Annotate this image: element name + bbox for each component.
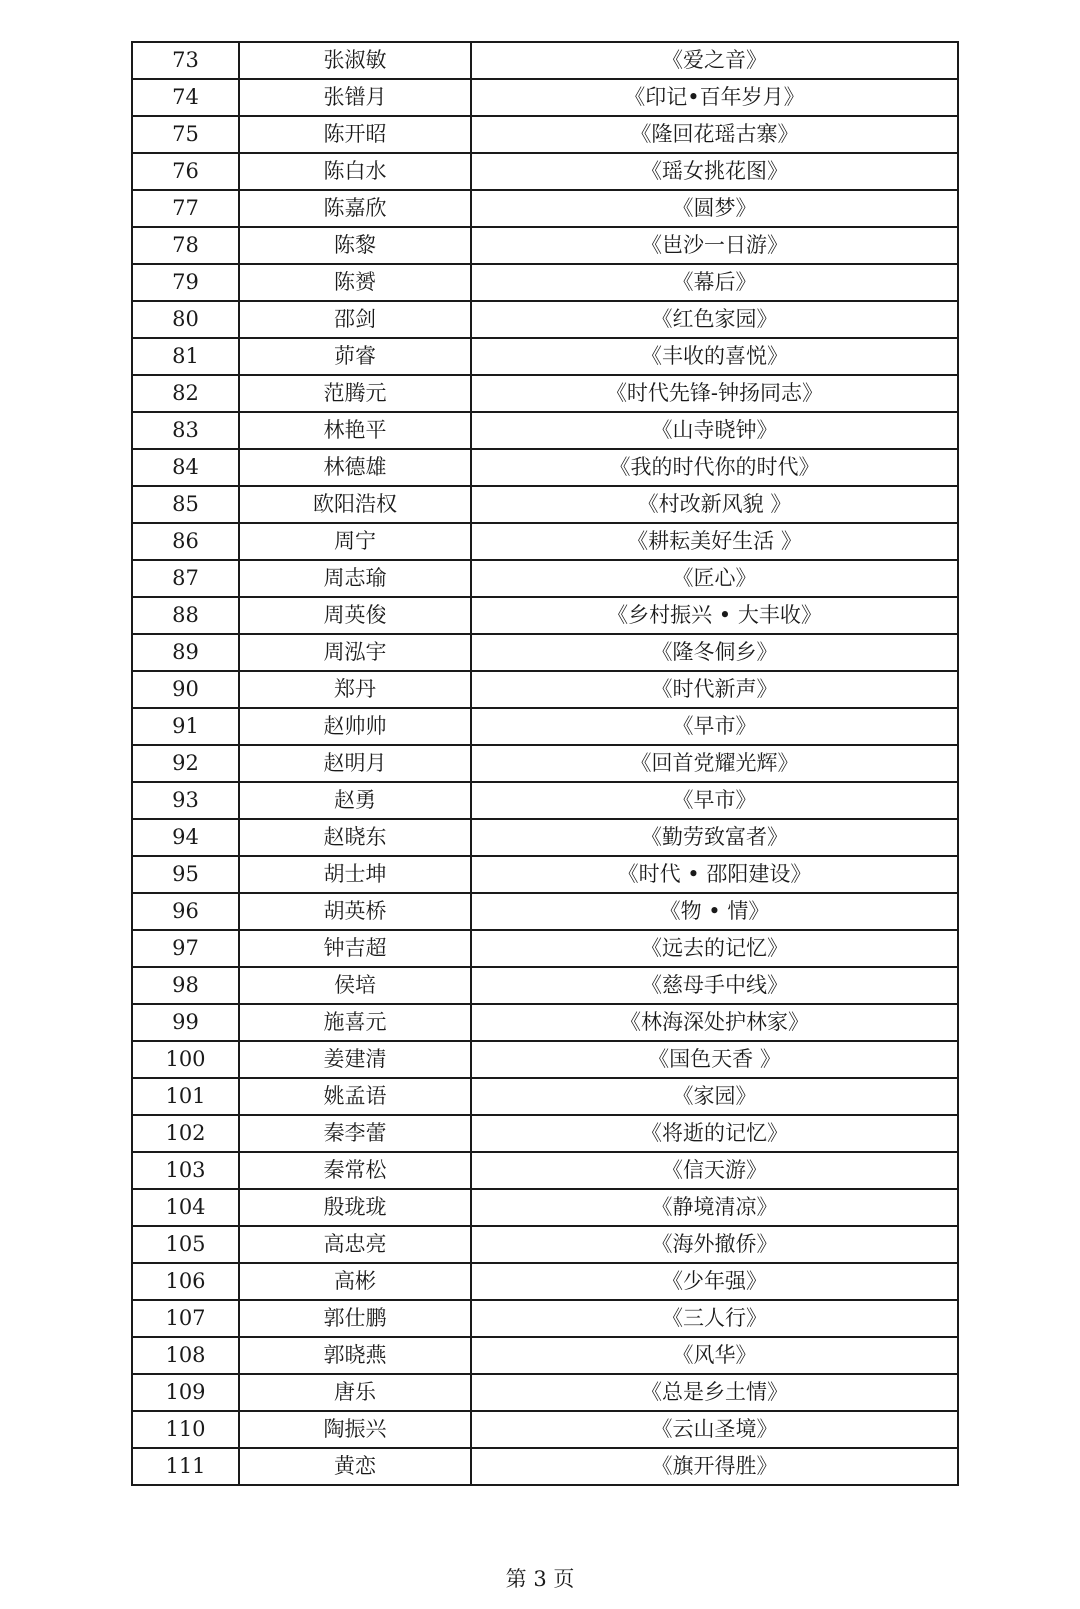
table-row — [132, 597, 958, 634]
table-row — [132, 523, 958, 560]
work-title-cell: 《家园》 — [471, 1078, 958, 1115]
table-row — [132, 967, 958, 1004]
table-row — [132, 1374, 958, 1411]
row-number-cell: 86 — [132, 523, 239, 560]
row-number-cell: 109 — [132, 1374, 239, 1411]
work-title-cell: 《早市》 — [471, 782, 958, 819]
row-number-cell: 100 — [132, 1041, 239, 1078]
table-row — [132, 227, 958, 264]
row-number-cell: 103 — [132, 1152, 239, 1189]
work-title-cell: 《三人行》 — [471, 1300, 958, 1337]
row-number-cell: 85 — [132, 486, 239, 523]
table-row — [132, 153, 958, 190]
author-name-cell: 胡士坤 — [239, 856, 471, 893]
author-name-cell: 范腾元 — [239, 375, 471, 412]
table-row — [132, 1300, 958, 1337]
author-name-cell: 唐乐 — [239, 1374, 471, 1411]
author-name-cell: 郭仕鹏 — [239, 1300, 471, 1337]
row-number-cell: 95 — [132, 856, 239, 893]
row-number-cell: 91 — [132, 708, 239, 745]
row-number-cell: 94 — [132, 819, 239, 856]
author-name-cell: 茆睿 — [239, 338, 471, 375]
table-row — [132, 1448, 958, 1485]
work-title-cell: 《海外撤侨》 — [471, 1226, 958, 1263]
author-name-cell: 高忠亮 — [239, 1226, 471, 1263]
work-title-cell: 《耕耘美好生活 》 — [471, 523, 958, 560]
author-name-cell: 欧阳浩权 — [239, 486, 471, 523]
author-name-cell: 钟吉超 — [239, 930, 471, 967]
work-title-cell: 《物 • 情》 — [471, 893, 958, 930]
table-row — [132, 856, 958, 893]
author-name-cell: 秦李蕾 — [239, 1115, 471, 1152]
author-name-cell: 周英俊 — [239, 597, 471, 634]
row-number-cell: 99 — [132, 1004, 239, 1041]
work-title-cell: 《匠心》 — [471, 560, 958, 597]
row-number-cell: 90 — [132, 671, 239, 708]
work-title-cell: 《时代新声》 — [471, 671, 958, 708]
row-number-cell: 75 — [132, 116, 239, 153]
row-number-cell: 96 — [132, 893, 239, 930]
work-title-cell: 《云山圣境》 — [471, 1411, 958, 1448]
author-name-cell: 陈赟 — [239, 264, 471, 301]
row-number-cell: 105 — [132, 1226, 239, 1263]
work-title-cell: 《乡村振兴 • 大丰收》 — [471, 597, 958, 634]
author-name-cell: 殷珑珑 — [239, 1189, 471, 1226]
work-title-cell: 《旗开得胜》 — [471, 1448, 958, 1485]
work-title-cell: 《岜沙一日游》 — [471, 227, 958, 264]
work-title-cell: 《总是乡土情》 — [471, 1374, 958, 1411]
work-title-cell: 《勤劳致富者》 — [471, 819, 958, 856]
work-title-cell: 《林海深处护林家》 — [471, 1004, 958, 1041]
work-title-cell: 《时代先锋-钟扬同志》 — [471, 375, 958, 412]
author-name-cell: 姜建清 — [239, 1041, 471, 1078]
row-number-cell: 97 — [132, 930, 239, 967]
table-row — [132, 560, 958, 597]
table-row — [132, 708, 958, 745]
work-title-cell: 《隆冬侗乡》 — [471, 634, 958, 671]
table-row — [132, 1152, 958, 1189]
work-title-cell: 《回首党耀光辉》 — [471, 745, 958, 782]
row-number-cell: 102 — [132, 1115, 239, 1152]
work-title-cell: 《信天游》 — [471, 1152, 958, 1189]
author-name-cell: 秦常松 — [239, 1152, 471, 1189]
table-row — [132, 930, 958, 967]
row-number-cell: 111 — [132, 1448, 239, 1485]
work-title-cell: 《村改新风貌 》 — [471, 486, 958, 523]
author-name-cell: 张镨月 — [239, 79, 471, 116]
author-name-cell: 林艳平 — [239, 412, 471, 449]
author-name-cell: 郭晓燕 — [239, 1337, 471, 1374]
table-row — [132, 412, 958, 449]
table-row — [132, 634, 958, 671]
author-name-cell: 施喜元 — [239, 1004, 471, 1041]
author-name-cell: 林德雄 — [239, 449, 471, 486]
author-name-cell: 陈白水 — [239, 153, 471, 190]
row-number-cell: 82 — [132, 375, 239, 412]
author-name-cell: 邵剑 — [239, 301, 471, 338]
table-row — [132, 1411, 958, 1448]
table-row — [132, 486, 958, 523]
work-title-cell: 《风华》 — [471, 1337, 958, 1374]
row-number-cell: 73 — [132, 42, 239, 79]
author-name-cell: 胡英桥 — [239, 893, 471, 930]
row-number-cell: 89 — [132, 634, 239, 671]
table-row — [132, 42, 958, 79]
author-name-cell: 周宁 — [239, 523, 471, 560]
author-name-cell: 赵明月 — [239, 745, 471, 782]
author-name-cell: 陈黎 — [239, 227, 471, 264]
row-number-cell: 93 — [132, 782, 239, 819]
work-title-cell: 《少年强》 — [471, 1263, 958, 1300]
row-number-cell: 83 — [132, 412, 239, 449]
author-name-cell: 张淑敏 — [239, 42, 471, 79]
row-number-cell: 110 — [132, 1411, 239, 1448]
author-name-cell: 赵帅帅 — [239, 708, 471, 745]
work-title-cell: 《幕后》 — [471, 264, 958, 301]
table-row — [132, 375, 958, 412]
author-name-cell: 陈嘉欣 — [239, 190, 471, 227]
table-row — [132, 1041, 958, 1078]
author-name-cell: 郑丹 — [239, 671, 471, 708]
author-name-cell: 周泓宇 — [239, 634, 471, 671]
author-name-cell: 黄恋 — [239, 1448, 471, 1485]
row-number-cell: 87 — [132, 560, 239, 597]
table-row — [132, 449, 958, 486]
table-row — [132, 819, 958, 856]
row-number-cell: 80 — [132, 301, 239, 338]
table-row — [132, 745, 958, 782]
table-row — [132, 1337, 958, 1374]
table-row — [132, 671, 958, 708]
row-number-cell: 104 — [132, 1189, 239, 1226]
work-title-cell: 《圆梦》 — [471, 190, 958, 227]
row-number-cell: 84 — [132, 449, 239, 486]
row-number-cell: 88 — [132, 597, 239, 634]
work-title-cell: 《静境清凉》 — [471, 1189, 958, 1226]
row-number-cell: 77 — [132, 190, 239, 227]
work-title-cell: 《红色家园》 — [471, 301, 958, 338]
author-name-cell: 赵晓东 — [239, 819, 471, 856]
table-row — [132, 782, 958, 819]
row-number-cell: 81 — [132, 338, 239, 375]
page-number: 第 3 页 — [505, 1567, 575, 1591]
table-row — [132, 338, 958, 375]
author-name-cell: 周志瑜 — [239, 560, 471, 597]
table-row — [132, 1189, 958, 1226]
author-name-cell: 姚孟语 — [239, 1078, 471, 1115]
row-number-cell: 78 — [132, 227, 239, 264]
author-name-cell: 赵勇 — [239, 782, 471, 819]
work-title-cell: 《丰收的喜悦》 — [471, 338, 958, 375]
table-row — [132, 893, 958, 930]
row-number-cell: 76 — [132, 153, 239, 190]
work-title-cell: 《我的时代你的时代》 — [471, 449, 958, 486]
table-row — [132, 1263, 958, 1300]
table-row — [132, 301, 958, 338]
work-title-cell: 《国色天香 》 — [471, 1041, 958, 1078]
row-number-cell: 108 — [132, 1337, 239, 1374]
work-title-cell: 《瑶女挑花图》 — [471, 153, 958, 190]
row-number-cell: 106 — [132, 1263, 239, 1300]
author-name-cell: 侯培 — [239, 967, 471, 1004]
row-number-cell: 107 — [132, 1300, 239, 1337]
work-title-cell: 《早市》 — [471, 708, 958, 745]
author-name-cell: 陶振兴 — [239, 1411, 471, 1448]
author-name-cell: 陈开昭 — [239, 116, 471, 153]
work-title-cell: 《印记•百年岁月》 — [471, 79, 958, 116]
table-row — [132, 264, 958, 301]
work-title-cell: 《将逝的记忆》 — [471, 1115, 958, 1152]
work-title-cell: 《慈母手中线》 — [471, 967, 958, 1004]
work-title-cell: 《远去的记忆》 — [471, 930, 958, 967]
author-name-cell: 高彬 — [239, 1263, 471, 1300]
row-number-cell: 74 — [132, 79, 239, 116]
entry-table — [131, 41, 959, 1486]
table-row — [132, 190, 958, 227]
work-title-cell: 《隆回花瑶古寨》 — [471, 116, 958, 153]
table-row — [132, 1226, 958, 1263]
entry-table-body — [132, 42, 958, 1485]
table-row — [132, 79, 958, 116]
table-row — [132, 1078, 958, 1115]
work-title-cell: 《爱之音》 — [471, 42, 958, 79]
table-row — [132, 1115, 958, 1152]
work-title-cell: 《山寺晓钟》 — [471, 412, 958, 449]
row-number-cell: 101 — [132, 1078, 239, 1115]
row-number-cell: 92 — [132, 745, 239, 782]
table-row — [132, 116, 958, 153]
work-title-cell: 《时代 • 邵阳建设》 — [471, 856, 958, 893]
table-row — [132, 1004, 958, 1041]
row-number-cell: 98 — [132, 967, 239, 1004]
row-number-cell: 79 — [132, 264, 239, 301]
